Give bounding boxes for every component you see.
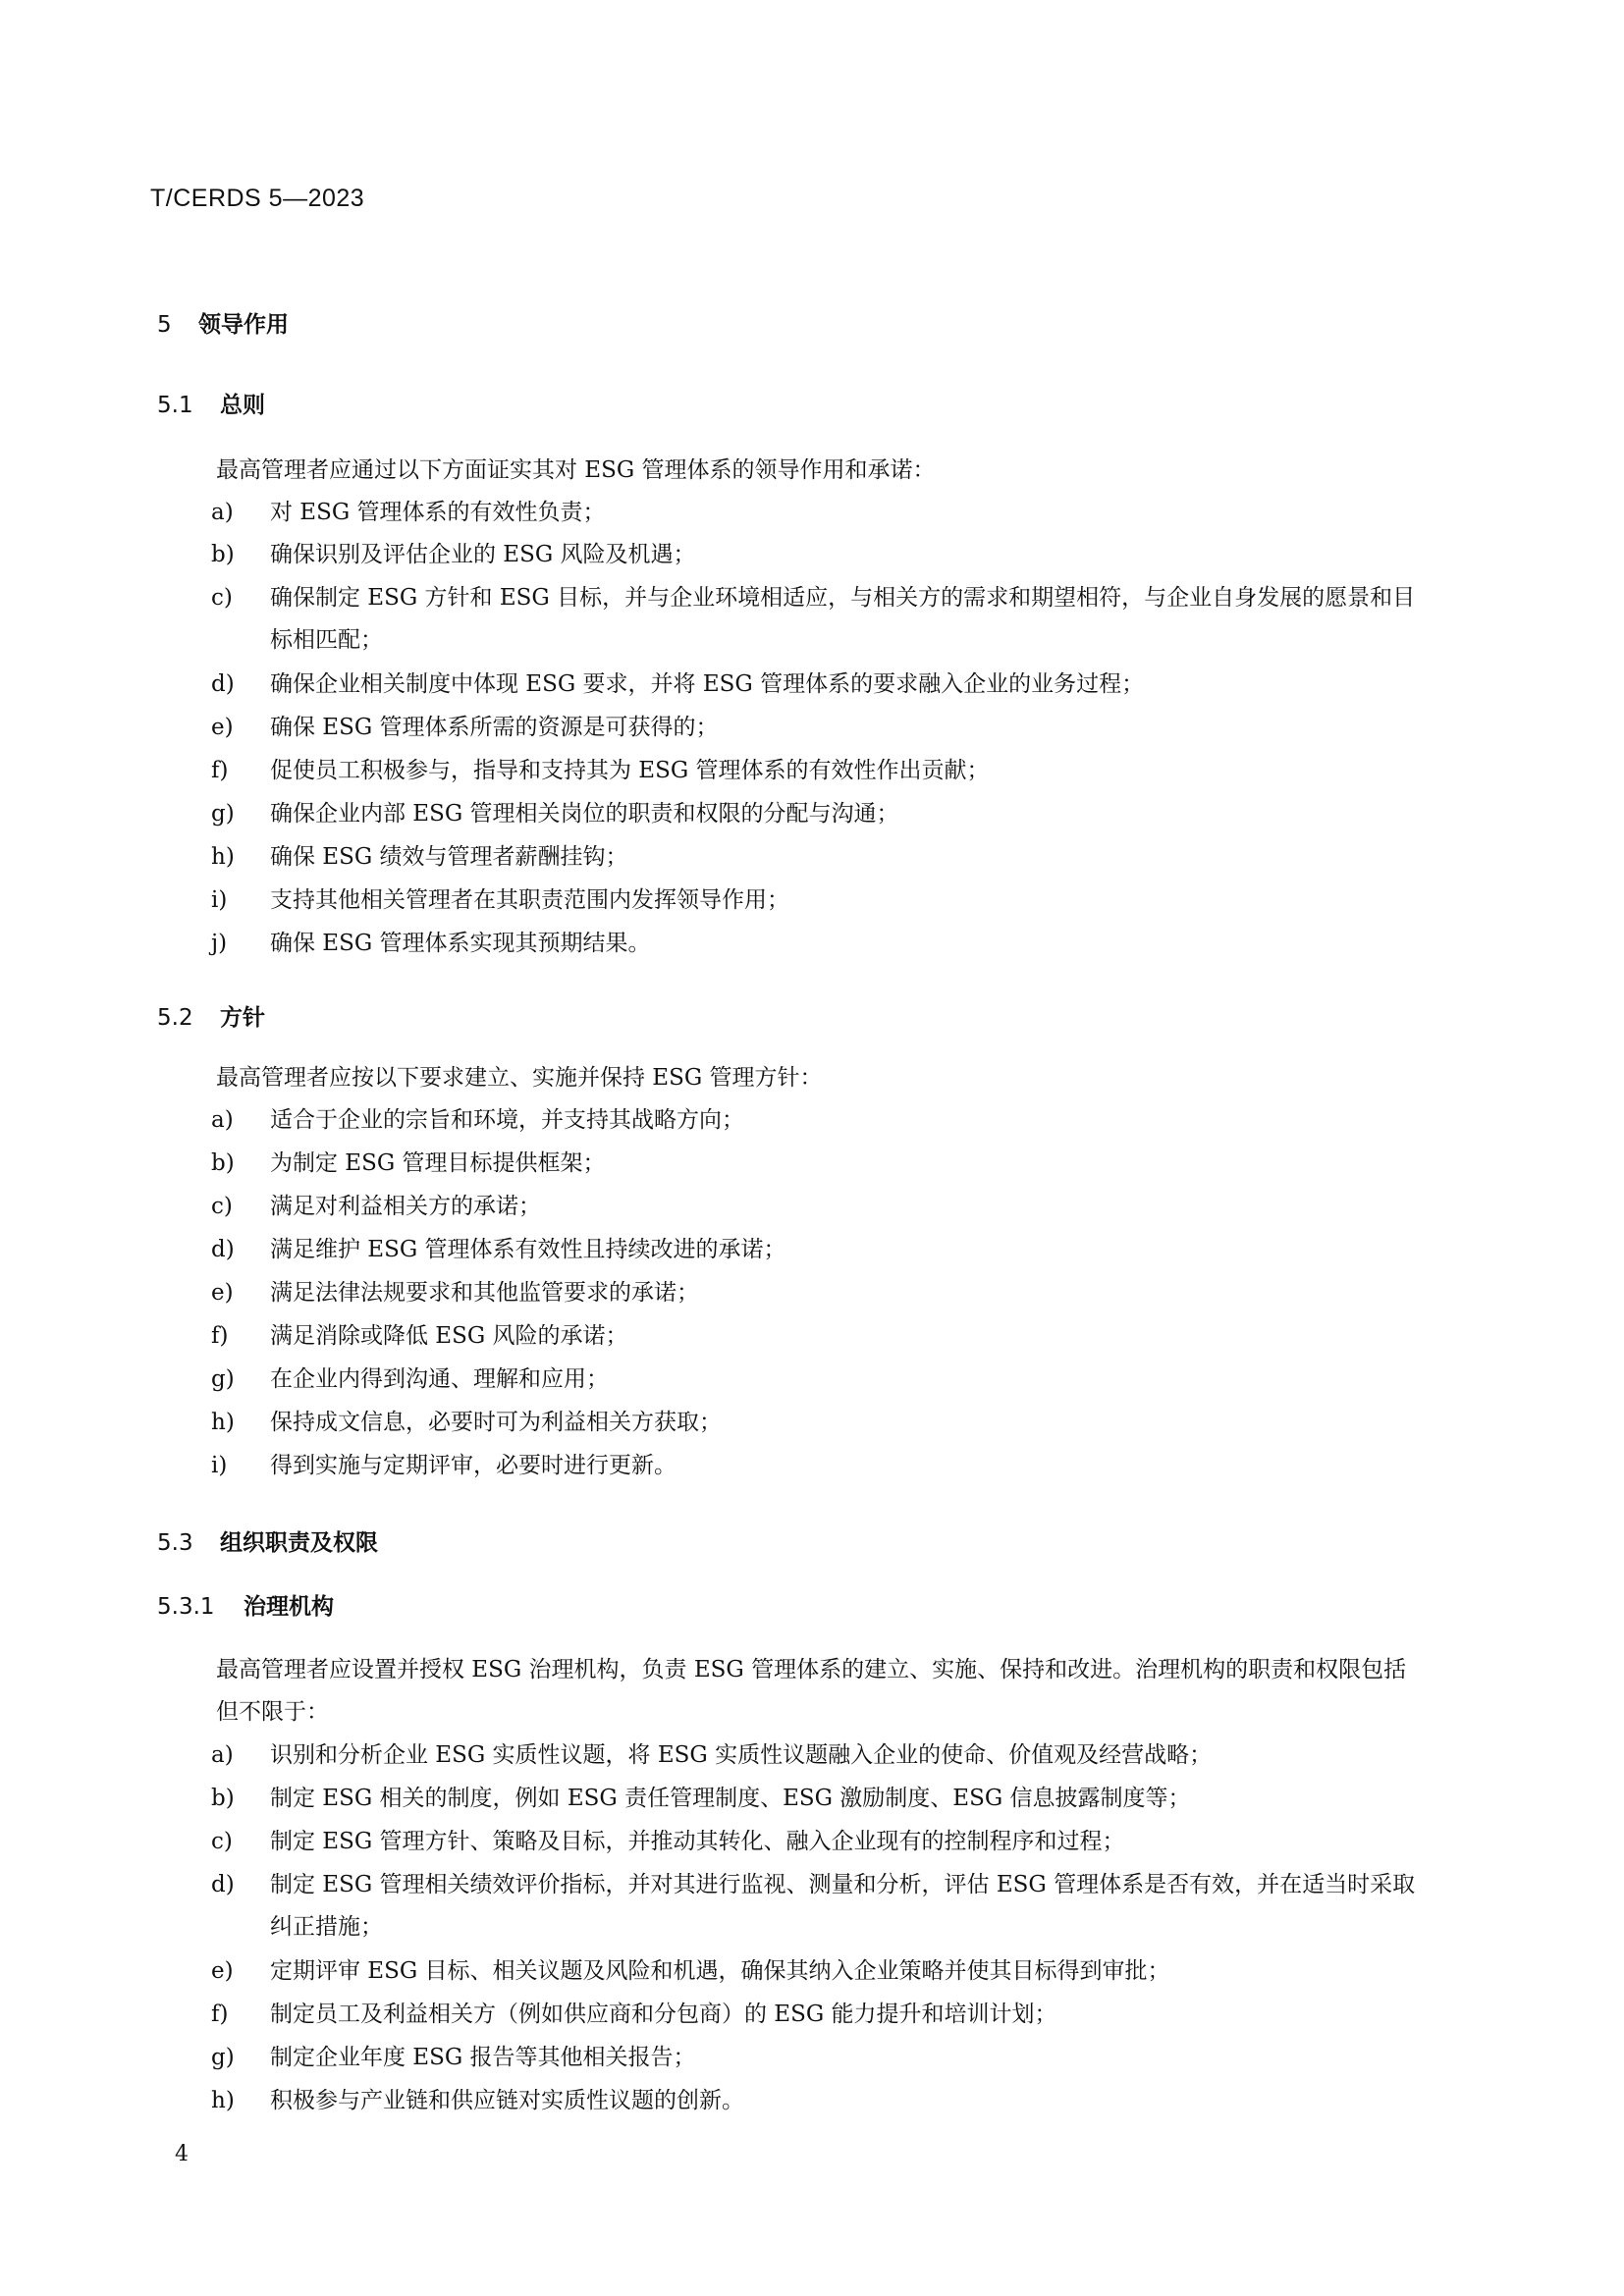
list-label: g)	[211, 1366, 235, 1392]
list-text: 得到实施与定期评审，必要时进行更新。	[270, 1453, 677, 1478]
list-text: 确保 ESG 管理体系实现其预期结果。	[270, 931, 651, 956]
list-label: a)	[211, 1107, 234, 1133]
list-item	[211, 750, 1419, 792]
list-item	[211, 880, 1419, 922]
list-label: i)	[211, 1453, 228, 1478]
list-item	[211, 2080, 1419, 2122]
section-5-heading	[157, 306, 289, 339]
list-item	[211, 1950, 1419, 1993]
list-text: 积极参与产业链和供应链对实质性议题的创新。	[270, 2088, 744, 2113]
section-5-2-intro: 最高管理者应按以下要求建立、实施并保持 ESG 管理方针：	[216, 1065, 823, 1091]
list-text: 确保企业内部 ESG 管理相关岗位的职责和权限的分配与沟通；	[270, 801, 899, 827]
list-item	[211, 492, 1419, 534]
list-label: h)	[211, 844, 235, 870]
page-number: 4	[175, 2142, 189, 2166]
list-label: d)	[211, 1872, 235, 1897]
list-text: 满足维护 ESG 管理体系有效性且持续改进的承诺；	[270, 1237, 786, 1262]
list-label: e)	[211, 1280, 234, 1306]
list-item	[211, 923, 1419, 965]
list-label: h)	[211, 2088, 235, 2113]
list-label: d)	[211, 1237, 235, 1262]
list-item	[211, 707, 1419, 749]
list-label: e)	[211, 715, 234, 740]
list-text: 满足对利益相关方的承诺；	[270, 1194, 541, 1219]
list-text: 制定 ESG 管理方针、策略及目标，并推动其转化、融入企业现有的控制程序和过程；	[270, 1829, 1125, 1854]
section-title: 治理机构	[244, 1594, 334, 1620]
list-label: d)	[211, 671, 235, 697]
list-label: c)	[211, 1194, 233, 1219]
list-label: b)	[211, 1786, 235, 1811]
section-number: 5.3	[157, 1530, 193, 1556]
list-item	[211, 577, 1419, 662]
list-item	[211, 1272, 1419, 1314]
list-text: 支持其他相关管理者在其职责范围内发挥领导作用；	[270, 887, 789, 913]
list-text: 制定 ESG 相关的制度，例如 ESG 责任管理制度、ESG 激励制度、ESG 信息披露制度等；	[270, 1786, 1191, 1811]
list-label: h)	[211, 1410, 235, 1435]
list-text: 确保识别及评估企业的 ESG 风险及机遇；	[270, 542, 696, 567]
list-item	[211, 1735, 1419, 1777]
list-item	[211, 1402, 1419, 1444]
section-5-2-heading	[157, 999, 265, 1032]
list-label: e)	[211, 1958, 234, 1984]
list-text: 促使员工积极参与，指导和支持其为 ESG 管理体系的有效性作出贡献；	[270, 758, 990, 783]
list-label: c)	[211, 1829, 233, 1854]
list-text: 对 ESG 管理体系的有效性负责；	[270, 500, 606, 525]
list-item	[211, 1359, 1419, 1401]
list-item	[211, 1229, 1419, 1271]
list-text: 适合于企业的宗旨和环境，并支持其战略方向；	[270, 1107, 744, 1133]
list-label: j)	[211, 931, 228, 956]
list-item	[211, 1994, 1419, 2036]
section-5-3-heading	[157, 1524, 378, 1557]
list-label: f)	[211, 758, 229, 783]
list-label: a)	[211, 500, 234, 525]
list-item	[211, 1143, 1419, 1185]
list-text: 制定企业年度 ESG 报告等其他相关报告；	[270, 2045, 696, 2070]
list-label: i)	[211, 887, 228, 913]
list-label: b)	[211, 1150, 235, 1176]
list-label: f)	[211, 2002, 229, 2027]
list-item	[211, 1821, 1419, 1863]
list-item	[211, 836, 1419, 879]
list-item	[211, 1186, 1419, 1228]
list-text: 确保 ESG 管理体系所需的资源是可获得的；	[270, 715, 719, 740]
section-number: 5.1	[157, 393, 193, 418]
list-label: b)	[211, 542, 235, 567]
list-item	[211, 1315, 1419, 1358]
list-text: 为制定 ESG 管理目标提供框架；	[270, 1150, 606, 1176]
section-number: 5.2	[157, 1005, 193, 1031]
list-label: f)	[211, 1323, 229, 1349]
list-text: 制定员工及利益相关方（例如供应商和分包商）的 ESG 能力提升和培训计划；	[270, 2002, 1057, 2027]
section-5-3-1-heading	[157, 1588, 334, 1621]
document-code: T/CERDS 5—2023	[150, 185, 365, 212]
list-text: 确保企业相关制度中体现 ESG 要求，并将 ESG 管理体系的要求融入企业的业务过程；	[270, 671, 1145, 697]
list-item	[211, 793, 1419, 835]
list-item	[211, 1778, 1419, 1820]
section-5-3-1-intro: 最高管理者应设置并授权 ESG 治理机构，负责 ESG 管理体系的建立、实施、保持和改进。治理机构的职责和权限包括但不限于：	[216, 1657, 1407, 1725]
list-label: g)	[211, 2045, 235, 2070]
section-title: 方针	[220, 1005, 265, 1031]
section-title: 组织职责及权限	[220, 1530, 378, 1556]
list-item	[211, 1445, 1419, 1487]
section-title: 领导作用	[198, 312, 289, 338]
list-text: 在企业内得到沟通、理解和应用；	[270, 1366, 609, 1392]
section-number: 5	[157, 312, 172, 338]
list-label: c)	[211, 585, 233, 611]
list-text: 确保 ESG 绩效与管理者薪酬挂钩；	[270, 844, 628, 870]
list-label: a)	[211, 1742, 234, 1768]
section-5-1-intro: 最高管理者应通过以下方面证实其对 ESG 管理体系的领导作用和承诺：	[216, 457, 936, 483]
list-item	[211, 2037, 1419, 2079]
list-item	[211, 534, 1419, 576]
list-item	[211, 664, 1419, 706]
section-5-1-heading	[157, 387, 265, 419]
list-text: 保持成文信息，必要时可为利益相关方获取；	[270, 1410, 722, 1435]
list-text: 制定 ESG 管理相关绩效评价指标，并对其进行监视、测量和分析，评估 ESG 管理体系是否有效，并在适当时采取纠正措施；	[270, 1872, 1416, 1940]
list-text: 满足消除或降低 ESG 风险的承诺；	[270, 1323, 628, 1349]
list-label: g)	[211, 801, 235, 827]
list-text: 定期评审 ESG 目标、相关议题及风险和机遇，确保其纳入企业策略并使其目标得到审批；	[270, 1958, 1170, 1984]
list-text: 确保制定 ESG 方针和 ESG 目标，并与企业环境相适应，与相关方的需求和期望相符，与企业自身发展的愿景和目标相匹配；	[270, 585, 1416, 653]
list-text: 识别和分析企业 ESG 实质性议题，将 ESG 实质性议题融入企业的使命、价值观及经营战略；	[270, 1742, 1213, 1768]
list-item	[211, 1864, 1419, 1949]
list-item	[211, 1099, 1419, 1142]
section-number: 5.3.1	[157, 1594, 215, 1620]
section-title: 总则	[220, 393, 265, 418]
list-text: 满足法律法规要求和其他监管要求的承诺；	[270, 1280, 699, 1306]
